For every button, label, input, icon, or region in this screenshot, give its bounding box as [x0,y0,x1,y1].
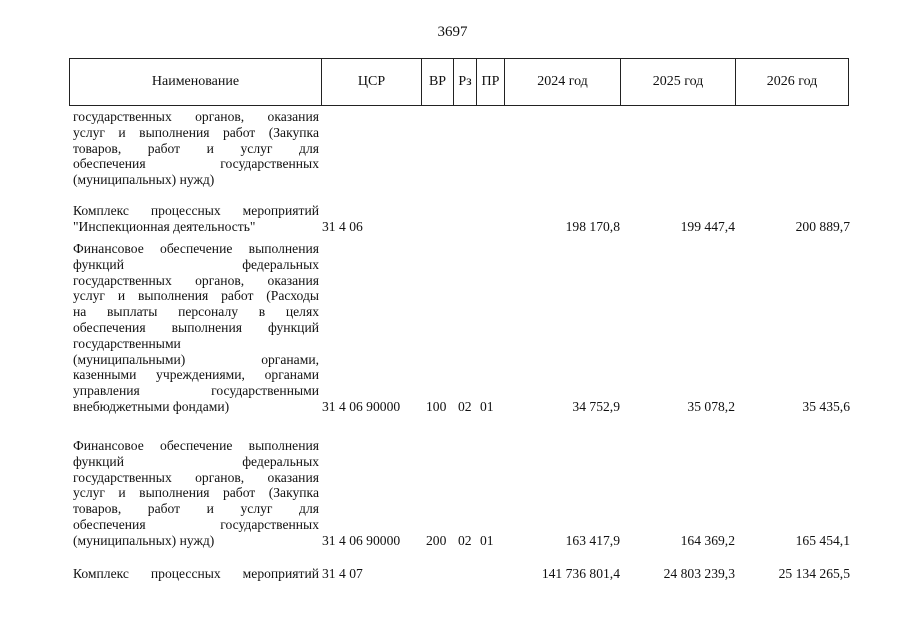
row-value-2026: 200 889,7 [795,218,850,234]
row-csr: 31 4 06 [322,218,363,234]
row-name-line: товаров, работ и услуг для [73,140,319,156]
row-name-line: услуг и выполнения работ (Расходы [73,288,319,304]
row-name-line: Финансовое обеспечение выполнения [73,438,319,453]
row-csr: 31 4 06 90000 [322,532,401,548]
row-value-2025: 35 078,2 [687,399,735,414]
row-name-line: услуг и выполнения работ (Закупка [73,124,319,140]
header-rz: Рз [458,74,472,89]
header-csr: ЦСР [357,74,386,89]
row-name-line: государственных органов, оказания [73,469,319,485]
row-rz: 02 [458,532,472,548]
row-value-2024: 34 752,9 [572,399,620,414]
row-name-line: государственных органов, оказания [73,272,319,288]
row-value-2026: 35 435,6 [802,399,850,414]
row-name-line: обеспечения выполнения функций [73,319,319,335]
row-csr: 31 4 06 90000 [322,399,401,414]
row-csr: 31 4 07 [322,566,363,581]
row-name-line: (муниципальных) нужд) [73,172,215,188]
row-value-2026: 25 134 265,5 [778,566,850,581]
row-name [73,241,319,415]
row-name-line: услуг и выполнения работ (Закупка [73,485,319,501]
row-value-2025: 199 447,4 [680,218,735,234]
row-name-line: Финансовое обеспечение выполнения [73,241,319,256]
row-pr: 01 [480,399,494,414]
row-rz: 02 [458,399,472,414]
row-name-line: "Инспекционная деятельность" [73,218,256,234]
header-name: Наименование [151,74,240,89]
header-year-2025: 2025 год [652,74,704,89]
header-year-2024: 2024 год [537,74,588,89]
row-value-2024: 198 170,8 [565,218,620,234]
header-pr: ПР [481,74,500,89]
row-vr: 200 [426,532,447,548]
row-name-line: обеспечения государственных [73,156,319,172]
row-name-line: внебюджетными фондами) [73,398,230,414]
row-value-2024: 141 736 801,4 [541,566,620,581]
table-header [69,58,849,106]
row-value-2025: 164 369,2 [680,532,735,548]
row-name-line: товаров, работ и услуг для [73,501,319,517]
row-name-line: Комплекс процессных мероприятий [73,566,319,581]
row-value-2024: 163 417,9 [565,532,620,548]
row-name-line: функций федеральных [73,256,319,272]
row-vr: 100 [426,399,447,414]
row-name [73,566,319,582]
row-name-line: (муниципальных) нужд) [73,532,215,548]
row-name [73,438,319,549]
row-value-2025: 24 803 239,3 [663,566,735,581]
row-name-line: государственными [73,335,181,351]
row-name-line: казенными учреждениями, органами [73,367,319,383]
row-name-line: государственных органов, оказания [73,109,319,124]
row-value-2026: 165 454,1 [795,532,850,548]
row-name-line: управления государственными [73,383,319,399]
row-pr: 01 [480,532,494,548]
row-name [73,203,319,235]
row-name [73,109,319,188]
header-vr: ВР [428,74,447,89]
row-name-line: на выплаты персоналу в целях [73,304,319,320]
row-name-line: обеспечения государственных [73,516,319,532]
page-number: 3697 [437,24,468,40]
row-name-line: функций федеральных [73,453,319,469]
row-name-line: (муниципальными) органами, [73,351,319,367]
row-name-line: Комплекс процессных мероприятий [73,203,319,218]
header-year-2026: 2026 год [766,74,818,89]
